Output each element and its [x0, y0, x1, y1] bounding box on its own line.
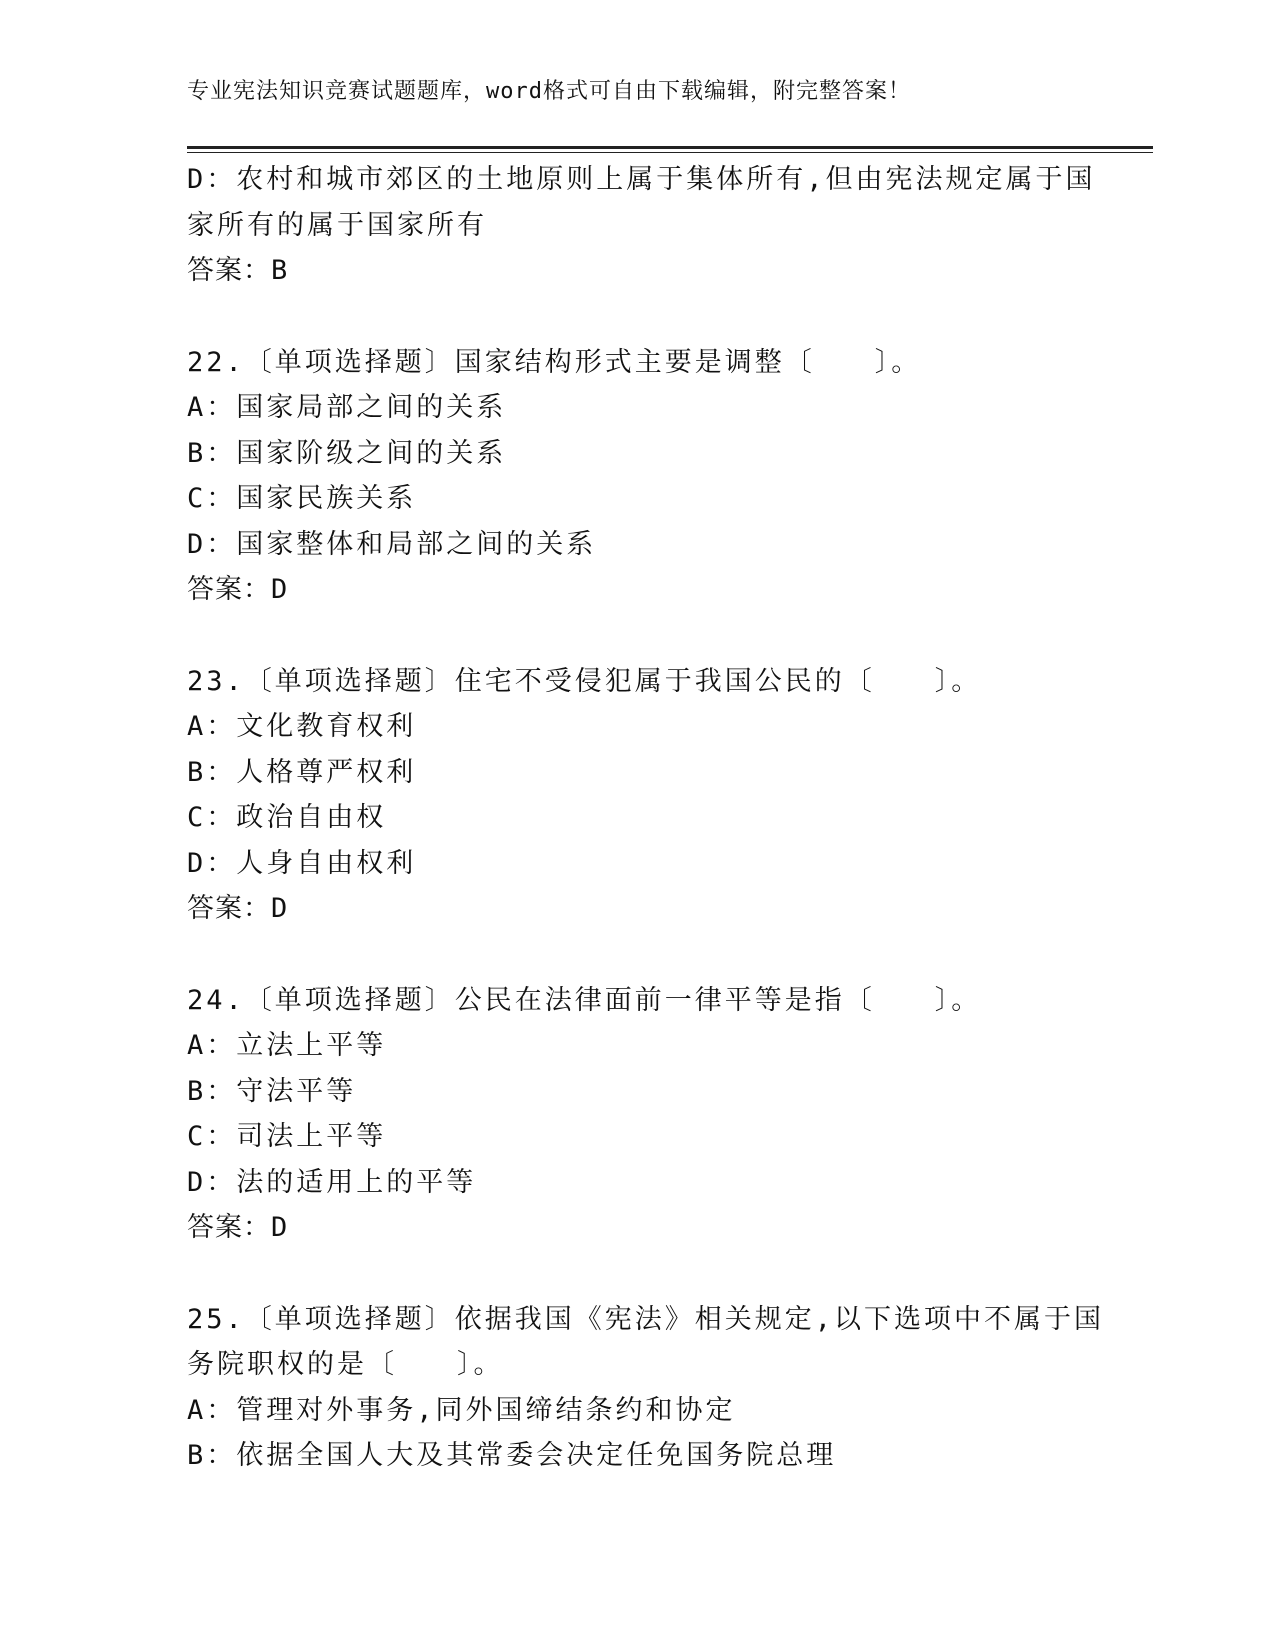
- answer-label: 答案：: [187, 893, 271, 924]
- option-c: C：政治自由权: [187, 802, 387, 833]
- option-a: A：文化教育权利: [187, 711, 417, 742]
- question-stem: 24.〔单项选择题〕公民在法律面前一律平等是指〔 〕。: [187, 984, 982, 1016]
- document-body: [187, 157, 1105, 1479]
- question-stem: 22.〔单项选择题〕国家结构形式主要是调整〔 〕。: [187, 346, 922, 378]
- answer-label: 答案：: [187, 255, 271, 286]
- option-d: D：人身自由权利: [187, 847, 417, 879]
- option-a: A：国家局部之间的关系: [187, 392, 507, 423]
- answer-value: D: [271, 1212, 289, 1243]
- option-b: B：国家阶级之间的关系: [187, 437, 507, 469]
- header-rule-thin: [187, 152, 1153, 153]
- option-c: C：司法上平等: [187, 1121, 387, 1152]
- header-rule-thick: [187, 146, 1153, 149]
- previous-question-fragment: [187, 157, 1096, 294]
- option-d-line-2: 家所有的属于国家所有: [187, 209, 487, 241]
- option-b: B：守法平等: [187, 1075, 357, 1107]
- option-c: C：国家民族关系: [187, 483, 417, 514]
- answer-line: [187, 1205, 1067, 1251]
- question-22: [187, 340, 1067, 613]
- answer-label: 答案：: [187, 574, 271, 605]
- answer-value: B: [271, 255, 289, 286]
- option-b: B：依据全国人大及其常委会决定任免国务院总理: [187, 1440, 837, 1471]
- option-d: D：法的适用上的平等: [187, 1166, 477, 1198]
- option-a: A：管理对外事务,同外国缔结条约和协定: [187, 1394, 736, 1426]
- option-b: B：人格尊严权利: [187, 756, 417, 788]
- page-header: 专业宪法知识竞赛试题题库，word格式可自由下载编辑，附完整答案！: [187, 79, 911, 104]
- answer-line: [187, 248, 1067, 294]
- answer-value: D: [271, 574, 289, 605]
- question-stem-line-2: 务院职权的是〔 〕。: [187, 1349, 504, 1380]
- option-d: D：国家整体和局部之间的关系: [187, 528, 597, 560]
- question-stem-line-1: 25.〔单项选择题〕依据我国《宪法》相关规定,以下选项中不属于国: [187, 1303, 1105, 1335]
- question-23: [187, 659, 1067, 932]
- option-a: A：立法上平等: [187, 1030, 387, 1061]
- question-24: [187, 978, 1067, 1251]
- answer-line: [187, 886, 1067, 932]
- answer-label: 答案：: [187, 1212, 271, 1243]
- option-d-line-1: D：农村和城市郊区的土地原则上属于集体所有,但由宪法规定属于国: [187, 164, 1096, 195]
- answer-line: [187, 567, 1067, 613]
- answer-value: D: [271, 893, 289, 924]
- question-stem: 23.〔单项选择题〕住宅不受侵犯属于我国公民的〔 〕。: [187, 665, 982, 697]
- question-25: [187, 1297, 1105, 1479]
